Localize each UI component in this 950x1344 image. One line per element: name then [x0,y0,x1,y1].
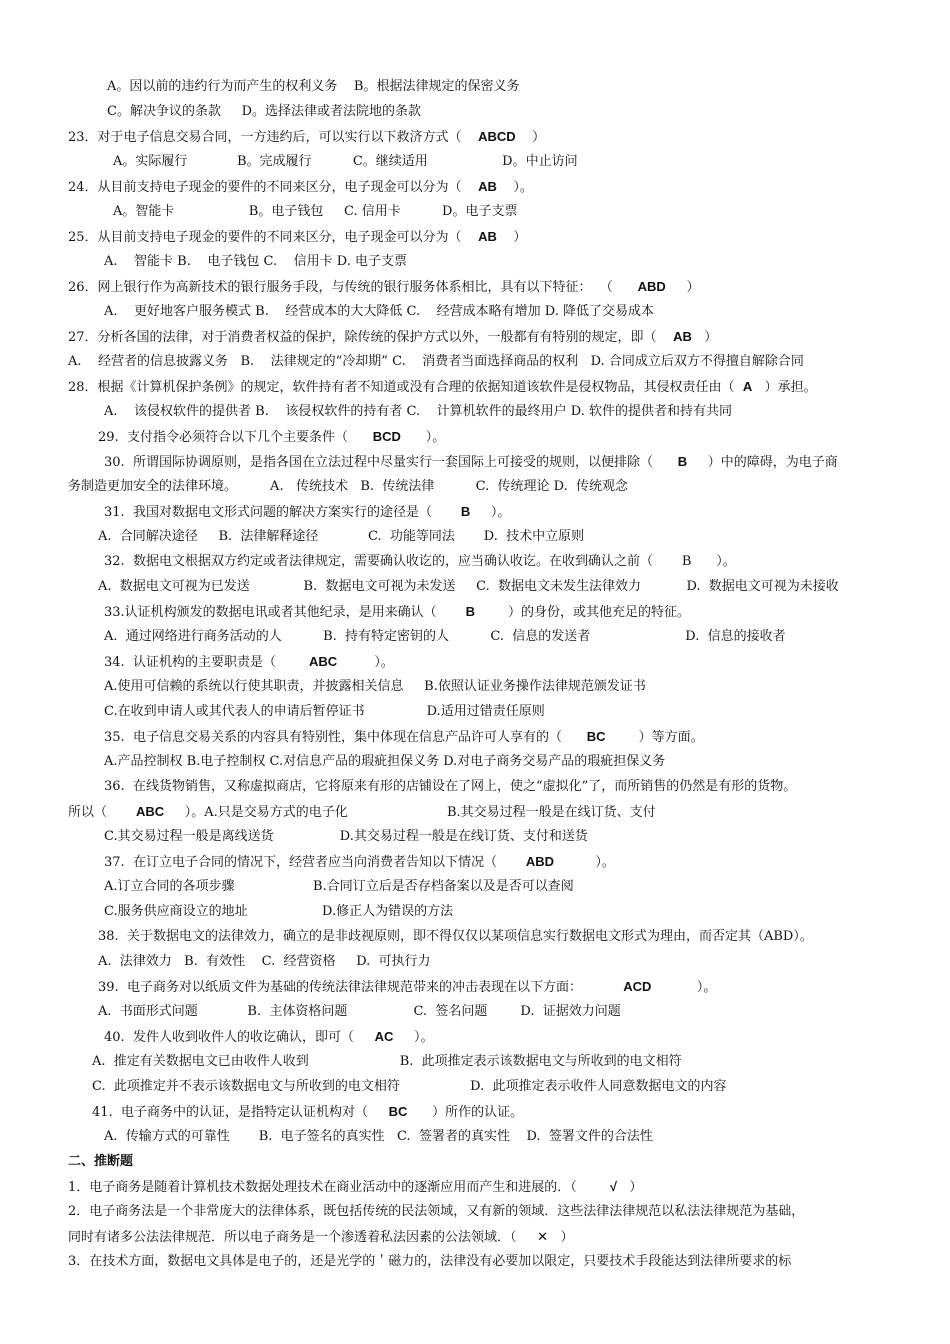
text-line [68,478,628,496]
answer-text: √ [609,1179,617,1194]
line-text: ）。 [496,180,533,195]
line-text: A. 数据电文可视为已发送 B. 数据电文可视为未发送 C. 数据电文未发生法律效力 D. 数据电文可视为未接收 [98,579,839,594]
text-line [107,78,519,96]
line-text: 40. 发件人收到收件人的收讫确认，即可（ [104,1030,375,1045]
line-text: 37. 在订立电子合同的情况下，经营者应当向消费者告知以下情况（ [104,855,526,870]
answer-text: ABC [135,804,165,819]
line-text: ）。 [554,855,615,870]
text-line [104,728,704,747]
text-line [92,1053,682,1071]
line-text: A。智能卡 B。电子钱包 C. 信用卡 D。电子支票 [113,204,518,219]
line-text: 二、推断题 [68,1154,134,1169]
line-text: ）。 [393,1030,434,1045]
answer-text: BC [388,1104,408,1119]
line-text: 34. 认证机构的主要职责是（ [104,655,309,670]
answer-text: B [677,454,688,469]
line-text: 38. 关于数据电文的法律效力，确立的是非歧视原则，即不得仅仅以某项信息实行数据电文形式为理由，而否定其（ABD）。 [98,929,813,944]
answer-text: AB [673,329,692,344]
text-line [98,578,839,596]
text-line [68,228,526,247]
text-line [68,278,699,297]
line-text: A. 法律效力 B. 有效性 C. 经营资格 D. 可执行力 [98,954,431,969]
line-text: 29. 支付指令必须符合以下几个主要条件（ [98,430,373,445]
line-text: C。解决争议的条款 D。选择法律或者法院地的条款 [107,104,422,119]
text-line [104,878,574,896]
text-line [104,1028,434,1047]
line-text: A.产品控制权 B.电子控制权 C.对信息产品的瑕疵担保义务 D.对电子商务交易产品的瑕疵担保义务 [104,754,666,769]
answer-text: ✕ [537,1229,549,1244]
line-text: 28．根据《计算机保护条例》的规定，软件持有者不知道或没有合理的依据知道该软件是侵权物品，其侵权责任由（ [68,380,743,395]
line-text: ） [691,330,718,345]
line-text: ）中的障碍，为电子商 [687,455,838,470]
answer-text: ABD [637,279,666,294]
line-text: 27．分析各国的法律，对于消费者权益的保护，除传统的保护方式以外，一般都有有特别的规定，即（ [68,330,674,345]
line-text: ）。 [651,980,717,995]
line-text: 39. 电子商务对以纸质文件为基础的传统法律法律规范带来的冲击表现在以下方面： [98,980,624,995]
line-text: A. 通过网络进行商务活动的人 B. 持有特定密钥的人 C. 信息的发送者 D. 信息的接收者 [104,629,786,644]
line-text: A。因以前的违约行为而产生的权利义务 B。根据法律规定的保密义务 [107,79,520,94]
answer-text: AC [374,1029,394,1044]
text-line [104,453,838,472]
line-text: A. 该侵权软件的提供者 B. 该侵权软件的持有者 C. 计算机软件的最终用户 D. 软件的提供者和持有共同 [104,404,733,419]
line-text: 35. 电子信息交易关系的内容具有特别性，集中体现在信息产品许可人享有的（ [104,730,587,745]
text-line [68,353,804,371]
line-text: C.在收到申请人或其代表人的申请后暂停证书 D.适用过错责任原则 [104,704,545,719]
text-line [113,203,517,221]
text-line [104,653,394,672]
text-line [68,803,656,822]
answer-text: B [465,604,475,619]
text-line [104,253,407,271]
text-line [104,553,736,571]
text-line [68,1178,642,1197]
line-text: 所以（ [68,805,136,820]
text-line [104,853,615,872]
line-text: A. 推定有关数据电文已由收件人收到 B. 此项推定表示该数据电文与所收到的电文相符 [92,1054,682,1069]
line-text: 务制造更加安全的法律环境。 A. 传统技术 B. 传统法律 C. 传统理论 D. 传统观念 [68,479,629,494]
text-line [113,153,578,171]
text-line [104,828,588,846]
answer-text: BCD [372,429,401,444]
line-text: ） [665,280,700,295]
text-line [68,328,717,347]
line-text: A. 合同解决途径 B. 法律解释途径 C. 功能等同法 D. 技术中立原则 [98,529,585,544]
text-line [98,528,584,546]
line-text: 36. 在线货物销售，又称虚拟商店，它将原来有形的店铺设在了网上，使之“虚拟化”了，而所销售的仍然是有形的货物。 [104,779,797,794]
text-line [68,178,533,197]
text-line [98,928,813,946]
text-line [68,1228,573,1247]
line-text: 31. 我国对数据电文形式问题的解决方案实行的途径是（ [104,505,461,520]
line-text: 33.认证机构颁发的数据电讯或者其他纪录，是用来确认（ [104,605,466,620]
text-line [104,678,646,696]
text-line [104,503,510,522]
text-line [104,703,545,721]
line-text: 25．从目前支持电子现金的要件的不同来区分，电子现金可以分为（ [68,230,479,245]
text-line [98,953,431,971]
line-text: ）的身份，或其他充足的特征。 [475,605,691,620]
line-text: A. 智能卡 B. 电子钱包 C. 信用卡 D. 电子支票 [104,254,408,269]
answer-text: B [460,504,471,519]
line-text: ）。A.只是交易方式的电子化 B.其交易过程一般是在线订货、支付 [164,805,656,820]
line-text: 32. 数据电文根据双方约定或者法律规定，需要确认收讫的，应当确认收讫。在收到确认之前（ B ）。 [104,554,736,569]
text-line [107,103,421,121]
answer-text: AB [478,229,497,244]
text-line [104,753,665,771]
line-text: ） [616,1180,643,1195]
text-line [104,903,453,921]
line-text: A.订立合同的各项步骤 B.合同订立后是否存档备案以及是否可以查阅 [104,879,574,894]
line-text: 26．网上银行作为高新技术的银行服务手段，与传统的银行服务体系相比，具有以下特征： （ [68,280,638,295]
line-text: ）。 [337,655,394,670]
line-text: 41. 电子商务中的认证，是指特定认证机构对（ [92,1105,389,1120]
line-text: ）等方面。 [605,730,704,745]
text-line [68,128,545,147]
text-line [104,1128,653,1146]
answer-text: AB [478,179,497,194]
answer-text: ACD [623,979,652,994]
line-text: 同时有诸多公法法律规范．所以电子商务是一个渗透着私法因素的公法领域．（ [68,1230,538,1245]
text-line [68,378,817,397]
text-line [92,1103,523,1122]
text-line [104,778,796,796]
line-text: A. 更好地客户服务模式 B. 经营成本的大大降低 C. 经营成本略有增加 D. 降低了交易成本 [104,304,655,319]
line-text: 3．在技术方面，数据电文具体是电子的，还是光学的＇磁力的，法律没有必要加以限定，只要技术手段能达到法律所要求的标 [68,1254,792,1269]
answer-text: BC [586,729,606,744]
text-line [68,1253,791,1271]
line-text: 24．从目前支持电子现金的要件的不同来区分，电子现金可以分为（ [68,180,479,195]
line-text: 23．对于电子信息交易合同，一方违约后，可以实行以下救济方式（ [68,130,479,145]
line-text: ）。 [470,505,511,520]
line-text: C.其交易过程一般是离线送货 D.其交易过程一般是在线订货、支付和送货 [104,829,588,844]
line-text: A.使用可信赖的系统以行使其职责，并披露相关信息 B.依照认证业务操作法律规范颁发证书 [104,679,646,694]
line-text: A. 书面形式问题 B. 主体资格问题 C. 签名问题 D. 证据效力问题 [98,1004,621,1019]
section-heading [68,1153,133,1171]
text-line [98,1003,621,1021]
text-line [104,603,690,622]
line-text: A。实际履行 B。完成履行 C。继续适用 D。中止访问 [113,154,578,169]
text-line [98,428,445,447]
line-text: ） [515,130,546,145]
line-text: 1．电子商务是随着计算机技术数据处理技术在商业活动中的逐渐应用而产生和进展的．（ [68,1180,610,1195]
text-line [104,628,786,646]
text-line [98,978,716,997]
line-text: ）承担。 [752,380,817,395]
line-text: C.服务供应商设立的地址 D.修正人为错误的方法 [104,904,454,919]
text-line [68,1203,804,1221]
line-text: 30. 所谓国际协调原则，是指各国在立法过程中尽量实行一套国际上可接受的规则，以便排除（ [104,455,678,470]
text-line [92,1078,727,1096]
answer-text: A [742,379,753,394]
answer-text: ABCD [478,129,516,144]
line-text: A. 传输方式的可靠性 B. 电子签名的真实性 C. 签署者的真实性 D. 签署文件的合法性 [104,1129,653,1144]
line-text: ） [496,230,527,245]
text-line [104,403,732,421]
answer-text: ABD [525,854,555,869]
line-text: C. 此项推定并不表示该数据电文与所收到的电文相符 D. 此项推定表示收件人同意数据电文的内容 [92,1079,727,1094]
line-text: ）。 [400,430,446,445]
text-line [104,303,654,321]
line-text: ）所作的认证。 [407,1105,524,1120]
line-text: 2．电子商务法是一个非常庞大的法律体系，既包括传统的民法领域，又有新的领域．这些法律法律规范以私法法律规范为基础， [68,1204,805,1219]
line-text: A. 经营者的信息披露义务 B. 法律规定的“冷却期” C. 消费者当面选择商品的权利 D. 合同成立后双方不得擅自解除合同 [68,354,804,369]
answer-text: ABC [309,654,338,669]
line-text: ） [548,1230,574,1245]
